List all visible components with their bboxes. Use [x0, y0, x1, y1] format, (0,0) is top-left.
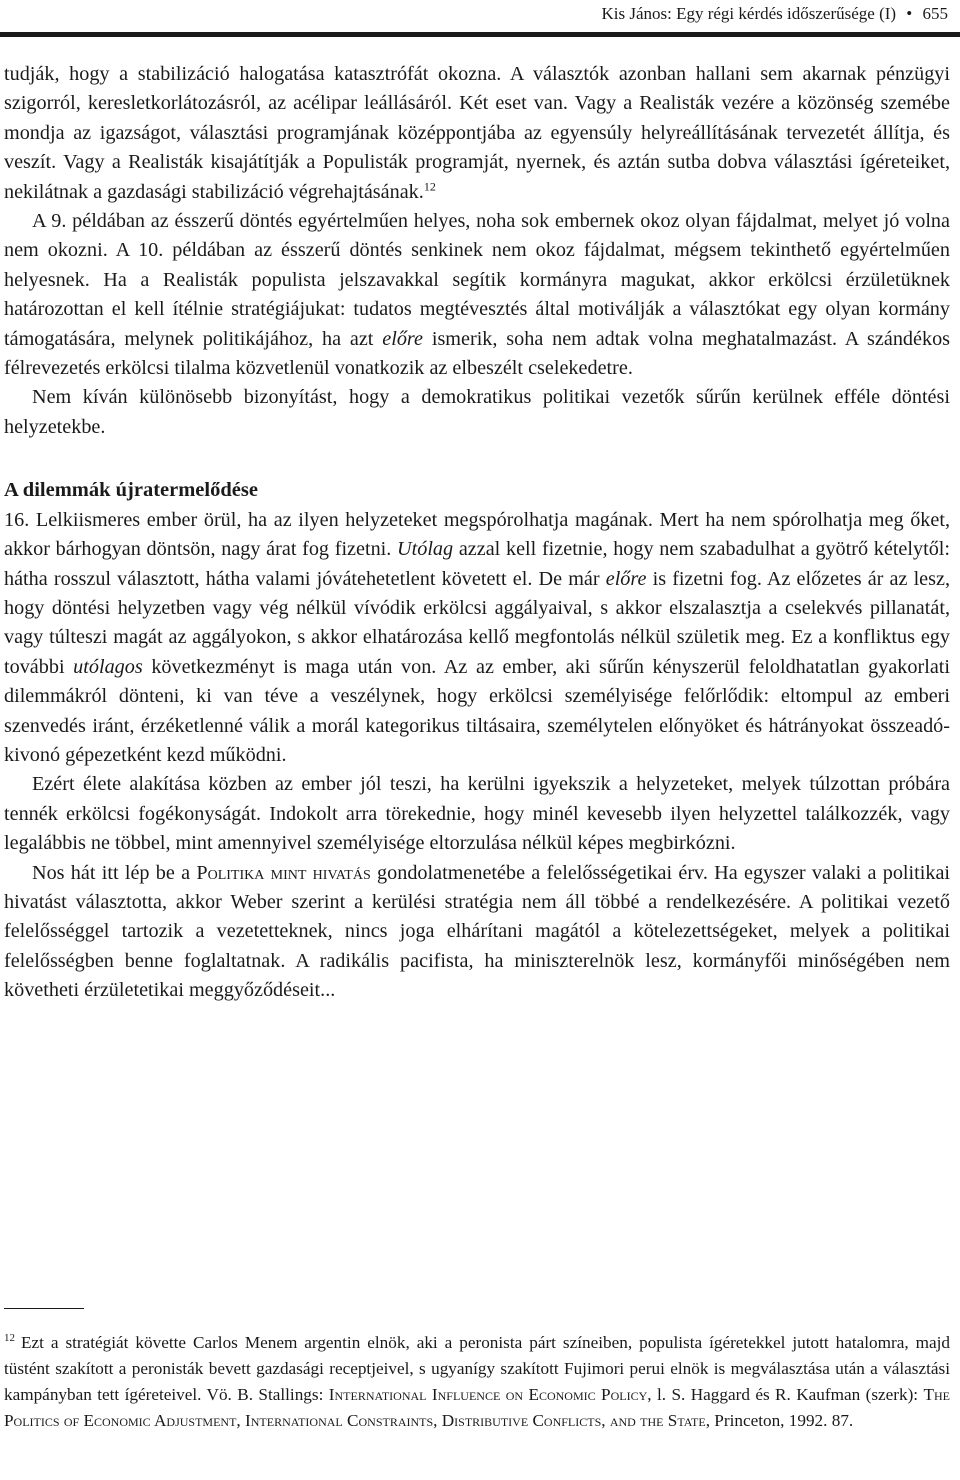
footnote-title-2: The Politics of Economic Adjustment, International Constraints, Distributive Conflicts, and the State [4, 1385, 950, 1430]
paragraph-6-text-a: Nos hát itt lép be a [32, 861, 191, 884]
paragraph-6-text-b: gondolatmenetébe a felelősségetikai érv. Ha egyszer valaki a politikai hivatást választotta, akkor Weber szerint a kerülési stratégia nem áll többé a rendelkezésére. A politikai vezető felelősséggel tartozik a vezetetteknek, nincs joga elhárítani magától a kötelezettségeket, melyek a politikai felelősségben benne foglaltatnak. A radikális pacifista, ha miniszterelnök lesz, kormányfői minőségében nem követheti érzületetikai meggyőződéseit... [4, 861, 951, 1002]
paragraph-4-emphasis-3: utólagos [73, 655, 143, 678]
paragraph-4-text-d: következményt is maga után von. Az az ember, aki sűrűn kényszerül feloldhatatlan gyakorlati dilemmákról dönteni, ki van téve a veszélynek, hogy erkölcsi személyisége felőrlődik: eltompul az emberi szenvedés iránt, érzéketlenné válik a morál kategorikus tiltásaira, személytelen előnyöket és hátrányokat összeadó-kivonó gépezetként kezd működni. [4, 655, 951, 766]
footnote-text-b: , l. S. Haggard és R. Kaufman (szerk): [647, 1385, 919, 1404]
header-rule [0, 32, 960, 37]
paragraph-4-text-a: 16. Lelkiismeres ember örül, ha az ilyen helyzeteket megspórolhatja magának. Mert ha nem spórolhatja meg őket, akkor bárhogyan döntsön, nagy árat fog fizetni. [4, 508, 950, 561]
book-title-small-caps: Politika mint hivatás [196, 861, 371, 884]
paragraph-4-emphasis-1: Utólag [397, 538, 454, 561]
paragraph-5: Ezért élete alakítása közben az ember jól teszi, ha kerülni igyekszik a helyzeteket, melyek túlzottan próbára tennék erkölcsi fogékonyságát. Indokolt arra törekednie, hogy minél kevesebb ilyen helyzettel találkozzék, vagy legalábbis ne többel, mint amennyivel személyisége eltorzulása nélkül képes megbirkózni. [4, 773, 950, 855]
paragraph-1-text: tudják, hogy a stabilizáció halogatása katasztrófát okozna. A választók azonban hallani sem akarnak pénzügyi szigorról, keresletkorlátozásról, az acélipar leállásáról. Két eset van. Vagy a Realisták vezére a közönség szemébe mondja az igazságot, választási programjának középpontjába az egyensúly helyreállításának tervezetét állítja, és veszít. Vagy a Realisták kisajátítják a Populisták programját, nyernek, és aztán sutba dobva választási ígéreteiket, nekilátnak a gazdasági stabilizáció végrehajtásának. [4, 63, 950, 203]
body-text [4, 60, 950, 1006]
paragraph-2-emphasis: előre [382, 327, 423, 350]
footnote-text-a: Ezt a stratégiát követte Carlos Menem argentin elnök, aki a peronista párt színeiben, populista ígéretekkel jutott hatalomra, majd tüstént szakított a peronisták bevett gazdasági receptjeivel, s ugyanígy szakított Fujimori perui elnök is megválasztása után a választási kampányban tett ígéreteivel. Vö. B. Stallings: [4, 1333, 950, 1404]
paragraph-6 [4, 859, 950, 1006]
footnote-text-c: , Princeton, 1992. 87. [705, 1411, 854, 1430]
page-number: 655 [922, 4, 948, 23]
header-separator: • [906, 4, 913, 23]
paragraph-2-text-a: A 9. példában az ésszerű döntés egyértelműen helyes, noha sok embernek okoz olyan fájdalmat, melyet jó volna nem okozni. A 10. példában az ésszerű döntés senkinek nem okoz fájdalmat, mégsem tekinthető egyértelműen helyesnek. Ha a Realisták populista jelszavakkal segítik kormányra magukat, akkor erkölcsi érzületüknek határozottan el kell ítélnie stratégiájukat: tudatos megtévesztés által motiválják a választókat egy olyan kormány támogatására, melynek politikájához, ha azt [4, 210, 950, 350]
paragraph-4-text-b: azzal kell fizetnie, hogy nem szabadulhat a gyötrő kételytől: hátha rosszul választott, hátha valami jóvátehetetlent követett el. De már [4, 538, 951, 590]
paragraph-3: Nem kíván különösebb bizonyítást, hogy a demokratikus politikai vezetők sűrűn kerülnek efféle döntési helyzetekbe. [4, 386, 950, 438]
footnote-ref-12[interactable]: 12 [423, 178, 436, 193]
paragraph-4 [4, 506, 950, 771]
footnote-text [4, 1330, 950, 1434]
paragraph-2 [4, 207, 950, 383]
footnote-12 [4, 1330, 950, 1434]
paragraph-2-text-b: ismerik, soha nem adtak volna meghatalmazást. A szándékos félrevezetés erkölcsi tilalma közvetlenül vonatkozik az elbeszélt cselekedetre. [4, 327, 951, 380]
running-title: Kis János: Egy régi kérdés időszerűsége (I) [601, 4, 897, 23]
section-heading: A dilemmák újratermelődése [4, 479, 258, 502]
paragraph-4-emphasis-2: előre [605, 567, 647, 590]
paragraph-4-text-c: is fizetni fog. Az előzetes ár az lesz, hogy döntési helyzetben vagy vég nélkül vívódik erkölcsi aggályaival, s akkor elszalasztja a cselekvés pillanatát, vagy túlteszi magát az aggályokon, s akkor elhatározása kellő megfontolás nélkül születik meg. Ez a konfliktus egy további [4, 567, 951, 678]
footnote-rule [4, 1308, 84, 1309]
paragraph-1 [4, 60, 950, 207]
running-header [601, 0, 948, 28]
footnote-number: 12 [4, 1332, 15, 1345]
footnote-title-1: International Influence on Economic Policy [328, 1385, 648, 1404]
